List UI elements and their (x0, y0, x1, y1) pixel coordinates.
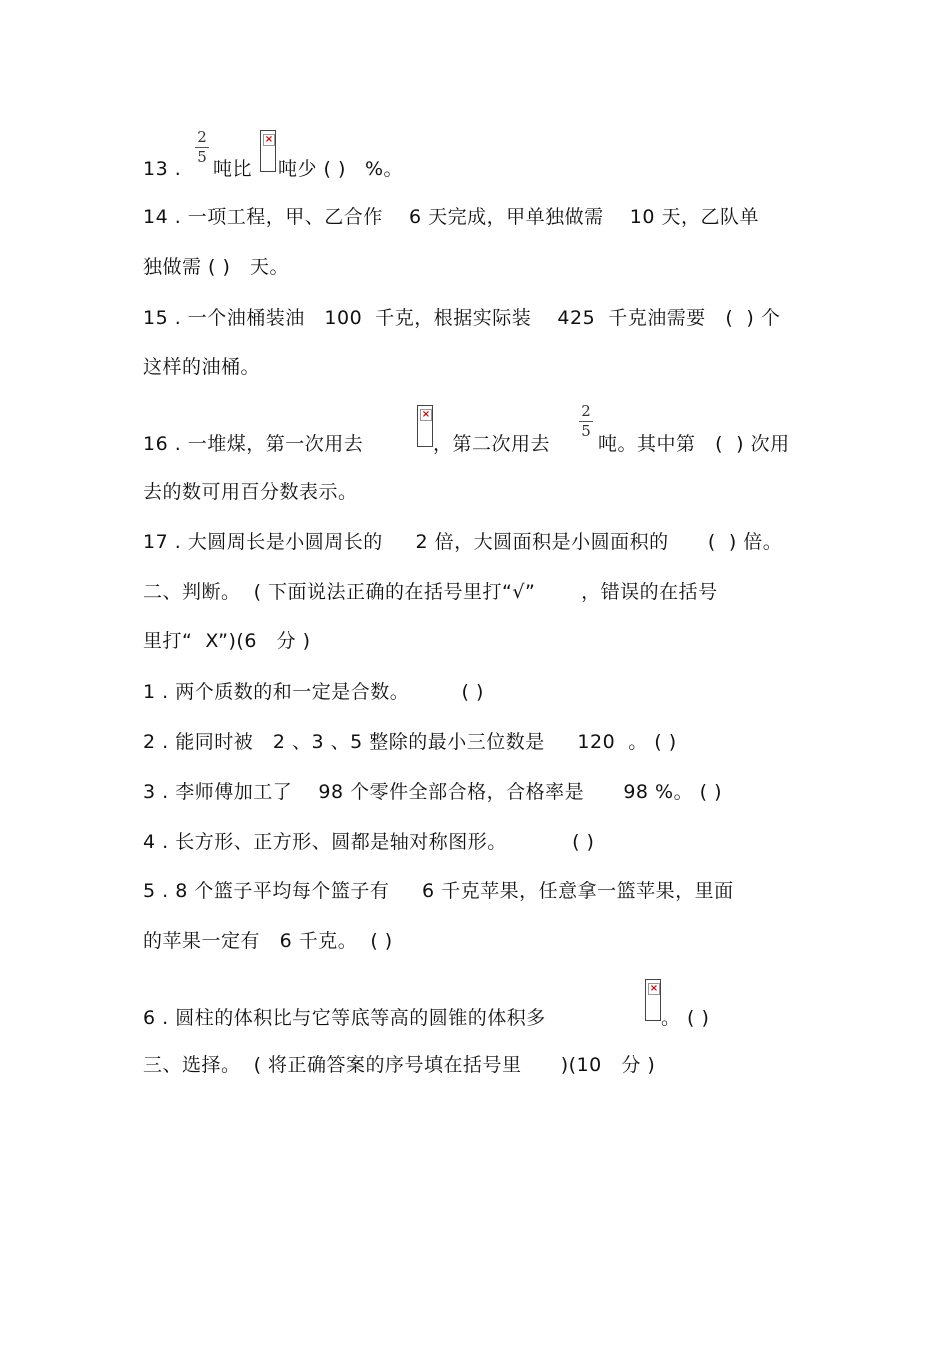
broken-image-icon: × (645, 979, 661, 1021)
q13-text-2: 吨少 ( ) (278, 158, 346, 180)
q14-line-1: 14 . 一项工程，甲、乙合作 6 天完成，甲单独做需 10 天，乙队单 (143, 206, 759, 228)
judge-1: 1 . 两个质数的和一定是合数。 ( ) (143, 681, 484, 703)
q13-prefix: 13 . (143, 158, 182, 180)
q15-line-2: 这样的油桶。 (143, 356, 261, 378)
q17: 17 . 大圆周长是小圆周长的 2 倍，大圆面积是小圆面积的 ( ) 倍。 (143, 531, 783, 553)
q14-line-2: 独做需 ( ) 天。 (143, 256, 290, 278)
judge-5-line-1: 5 . 8 个篮子平均每个篮子有 6 千克苹果，任意拿一篮苹果，里面 (143, 880, 734, 902)
q16-line-2: 去的数可用百分数表示。 (143, 481, 358, 503)
section-2-heading-2: 里打“ X”)(6 分 ) (143, 630, 311, 652)
broken-image-icon: × (260, 130, 276, 172)
q13-text-1: 吨比 (213, 158, 253, 180)
judge-6-tail: 。 ( ) (661, 1007, 710, 1029)
q16-tail: 吨。其中第 ( ) 次用 (598, 433, 790, 455)
judge-4: 4 . 长方形、正方形、圆都是轴对称图形。 ( ) (143, 831, 595, 853)
section-2-heading-1: 二、判断。 ( 下面说法正确的在括号里打“√” ，错误的在括号 (143, 581, 718, 603)
q16-prefix: 16 . 一堆煤，第一次用去 (143, 433, 364, 455)
q16-mid: ，第二次用去 (433, 433, 551, 455)
judge-3: 3 . 李师傅加工了 98 个零件全部合格，合格率是 98 %。 ( ) (143, 781, 722, 803)
q15-line-1: 15 . 一个油桶装油 100 千克，根据实际装 425 千克油需要 ( ) 个 (143, 307, 781, 329)
q13-text-3: %。 (365, 158, 404, 180)
fraction-two-fifths: 2 5 (579, 404, 593, 439)
judge-6: 6 . 圆柱的体积比与它等底等高的圆锥的体积多 (143, 1007, 546, 1029)
broken-image-icon: × (417, 405, 433, 447)
judge-2: 2 . 能同时被 2 、3 、5 整除的最小三位数是 120 。 ( ) (143, 731, 677, 753)
section-3-heading: 三、选择。 ( 将正确答案的序号填在括号里 )(10 分 ) (143, 1054, 656, 1076)
fraction-two-fifths: 2 5 (195, 130, 209, 165)
judge-5-line-2: 的苹果一定有 6 千克。 ( ) (143, 930, 393, 952)
